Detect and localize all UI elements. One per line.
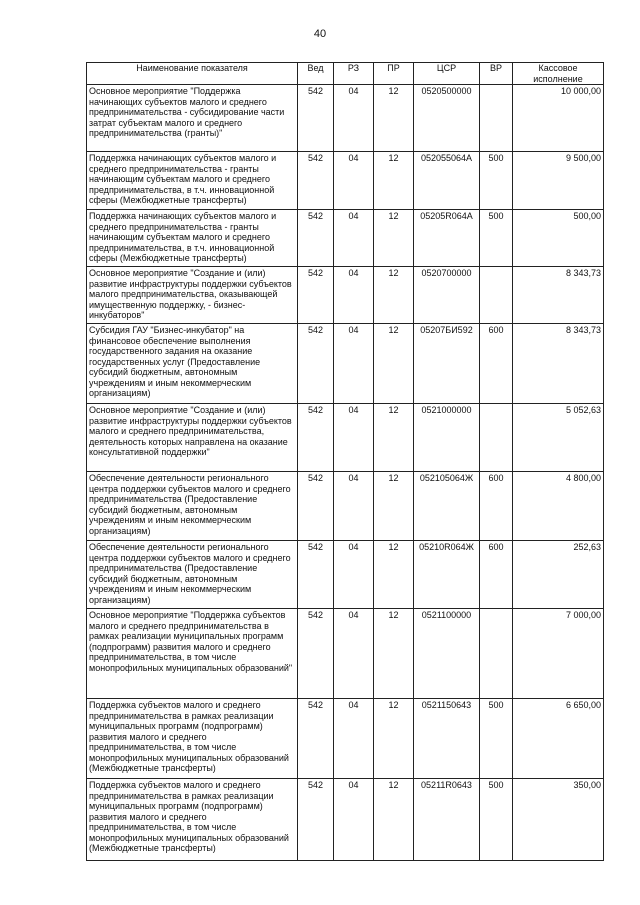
header-rz: РЗ bbox=[334, 63, 374, 85]
row-name: Субсидия ГАУ "Бизнес-инкубатор" на финансовое обеспечение выполнения государственного задания на оказание государственных услуг (Предоставление субсидий бюджетным, автономным учреждениям и иным некоммерческим организациям) bbox=[87, 324, 298, 404]
budget-execution-table bbox=[86, 62, 604, 861]
row-csr: 052055064А bbox=[414, 152, 480, 210]
row-amount: 6 650,00 bbox=[513, 699, 604, 779]
table-row bbox=[87, 210, 604, 267]
row-pr: 12 bbox=[374, 267, 414, 324]
row-name: Основное мероприятие "Поддержка субъектов малого и среднего предпринимательства в рамках реализации муниципальных программ (подпрограмм) развития малого и среднего предпринимательства, в том числе монопрофильных муниципальных образований" bbox=[87, 609, 298, 699]
row-name: Поддержка начинающих субъектов малого и среднего предпринимательства - гранты начинающим субъектам малого и среднего предпринимательства, в т.ч. инновационной сферы (Межбюджетные трансферты) bbox=[87, 210, 298, 267]
row-ved: 542 bbox=[298, 779, 334, 861]
row-rz: 04 bbox=[334, 699, 374, 779]
row-vr bbox=[480, 404, 513, 472]
row-amount: 500,00 bbox=[513, 210, 604, 267]
header-ved: Вед bbox=[298, 63, 334, 85]
row-pr: 12 bbox=[374, 324, 414, 404]
row-csr: 0520500000 bbox=[414, 85, 480, 152]
row-amount: 252,63 bbox=[513, 541, 604, 609]
row-ved: 542 bbox=[298, 404, 334, 472]
row-csr: 0521150643 bbox=[414, 699, 480, 779]
row-rz: 04 bbox=[334, 541, 374, 609]
row-vr: 600 bbox=[480, 472, 513, 541]
header-vr: ВР bbox=[480, 63, 513, 85]
row-ved: 542 bbox=[298, 472, 334, 541]
table-row bbox=[87, 267, 604, 324]
row-vr: 500 bbox=[480, 699, 513, 779]
row-csr: 052105064Ж bbox=[414, 472, 480, 541]
row-vr: 600 bbox=[480, 324, 513, 404]
row-ved: 542 bbox=[298, 541, 334, 609]
row-vr bbox=[480, 609, 513, 699]
row-csr: 05205R064А bbox=[414, 210, 480, 267]
row-pr: 12 bbox=[374, 609, 414, 699]
row-pr: 12 bbox=[374, 210, 414, 267]
row-vr: 500 bbox=[480, 210, 513, 267]
row-csr: 05211R0643 bbox=[414, 779, 480, 861]
table-row bbox=[87, 404, 604, 472]
row-rz: 04 bbox=[334, 779, 374, 861]
row-pr: 12 bbox=[374, 472, 414, 541]
row-name: Обеспечение деятельности регионального центра поддержки субъектов малого и среднего предпринимательства (Предоставление субсидий бюджетным, автономным учреждениям и иным некоммерческим организациям) bbox=[87, 472, 298, 541]
row-ved: 542 bbox=[298, 267, 334, 324]
row-ved: 542 bbox=[298, 324, 334, 404]
row-amount: 10 000,00 bbox=[513, 85, 604, 152]
header-name: Наименование показателя bbox=[87, 63, 298, 85]
row-amount: 9 500,00 bbox=[513, 152, 604, 210]
row-name: Поддержка субъектов малого и среднего предпринимательства в рамках реализации муниципальных программ (подпрограмм) развития малого и среднего предпринимательства, в том числе монопрофильных муниципальных образований (Межбюджетные трансферты) bbox=[87, 699, 298, 779]
row-amount: 4 800,00 bbox=[513, 472, 604, 541]
row-rz: 04 bbox=[334, 267, 374, 324]
row-ved: 542 bbox=[298, 85, 334, 152]
row-pr: 12 bbox=[374, 541, 414, 609]
table-row bbox=[87, 779, 604, 861]
row-amount: 350,00 bbox=[513, 779, 604, 861]
row-pr: 12 bbox=[374, 699, 414, 779]
row-amount: 5 052,63 bbox=[513, 404, 604, 472]
row-pr: 12 bbox=[374, 779, 414, 861]
header-amount: Кассовое исполнение bbox=[513, 63, 604, 85]
header-pr: ПР bbox=[374, 63, 414, 85]
row-ved: 542 bbox=[298, 210, 334, 267]
row-name: Основное мероприятие "Поддержка начинающих субъектов малого и среднего предпринимательства - субсидирование части затрат субъектам малого и среднего предпринимательства (гранты)" bbox=[87, 85, 298, 152]
table-row bbox=[87, 152, 604, 210]
row-ved: 542 bbox=[298, 609, 334, 699]
row-name: Основное мероприятие "Создание и (или) развитие инфраструктуры поддержки субъектов малого предпринимательства, оказывающей имущественную поддержку, - бизнес-инкубаторов" bbox=[87, 267, 298, 324]
row-vr bbox=[480, 85, 513, 152]
row-csr: 0521000000 bbox=[414, 404, 480, 472]
row-name: Поддержка субъектов малого и среднего предпринимательства в рамках реализации муниципальных программ (подпрограмм) развития малого и среднего предпринимательства, в том числе монопрофильных муниципальных образований (Межбюджетные трансферты) bbox=[87, 779, 298, 861]
row-vr: 500 bbox=[480, 779, 513, 861]
row-pr: 12 bbox=[374, 85, 414, 152]
row-csr: 0520700000 bbox=[414, 267, 480, 324]
row-rz: 04 bbox=[334, 210, 374, 267]
row-rz: 04 bbox=[334, 152, 374, 210]
row-name: Поддержка начинающих субъектов малого и среднего предпринимательства - гранты начинающим субъектам малого и среднего предпринимательства, в т.ч. инновационной сферы (Межбюджетные трансферты) bbox=[87, 152, 298, 210]
table-row bbox=[87, 699, 604, 779]
row-name: Основное мероприятие "Создание и (или) развитие инфраструктуры поддержки субъектов малого и среднего предпринимательства, деятельность которых направлена на оказание консультативной поддержки" bbox=[87, 404, 298, 472]
row-rz: 04 bbox=[334, 85, 374, 152]
row-pr: 12 bbox=[374, 404, 414, 472]
row-amount: 8 343,73 bbox=[513, 267, 604, 324]
table-row bbox=[87, 324, 604, 404]
row-rz: 04 bbox=[334, 609, 374, 699]
table-row bbox=[87, 541, 604, 609]
row-csr: 05210R064Ж bbox=[414, 541, 480, 609]
row-rz: 04 bbox=[334, 404, 374, 472]
row-ved: 542 bbox=[298, 699, 334, 779]
row-amount: 7 000,00 bbox=[513, 609, 604, 699]
row-csr: 0521100000 bbox=[414, 609, 480, 699]
row-vr bbox=[480, 267, 513, 324]
row-rz: 04 bbox=[334, 472, 374, 541]
table-header-row bbox=[87, 63, 604, 85]
row-csr: 05207БИ592 bbox=[414, 324, 480, 404]
row-amount: 8 343,73 bbox=[513, 324, 604, 404]
row-rz: 04 bbox=[334, 324, 374, 404]
row-vr: 600 bbox=[480, 541, 513, 609]
table-row bbox=[87, 609, 604, 699]
row-vr: 500 bbox=[480, 152, 513, 210]
row-name: Обеспечение деятельности регионального центра поддержки субъектов малого и среднего предпринимательства (Предоставление субсидий бюджетным, автономным учреждениям и иным некоммерческим организациям) bbox=[87, 541, 298, 609]
row-ved: 542 bbox=[298, 152, 334, 210]
header-csr: ЦСР bbox=[414, 63, 480, 85]
table-row bbox=[87, 472, 604, 541]
row-pr: 12 bbox=[374, 152, 414, 210]
page-number: 40 bbox=[313, 28, 327, 40]
table-row bbox=[87, 85, 604, 152]
